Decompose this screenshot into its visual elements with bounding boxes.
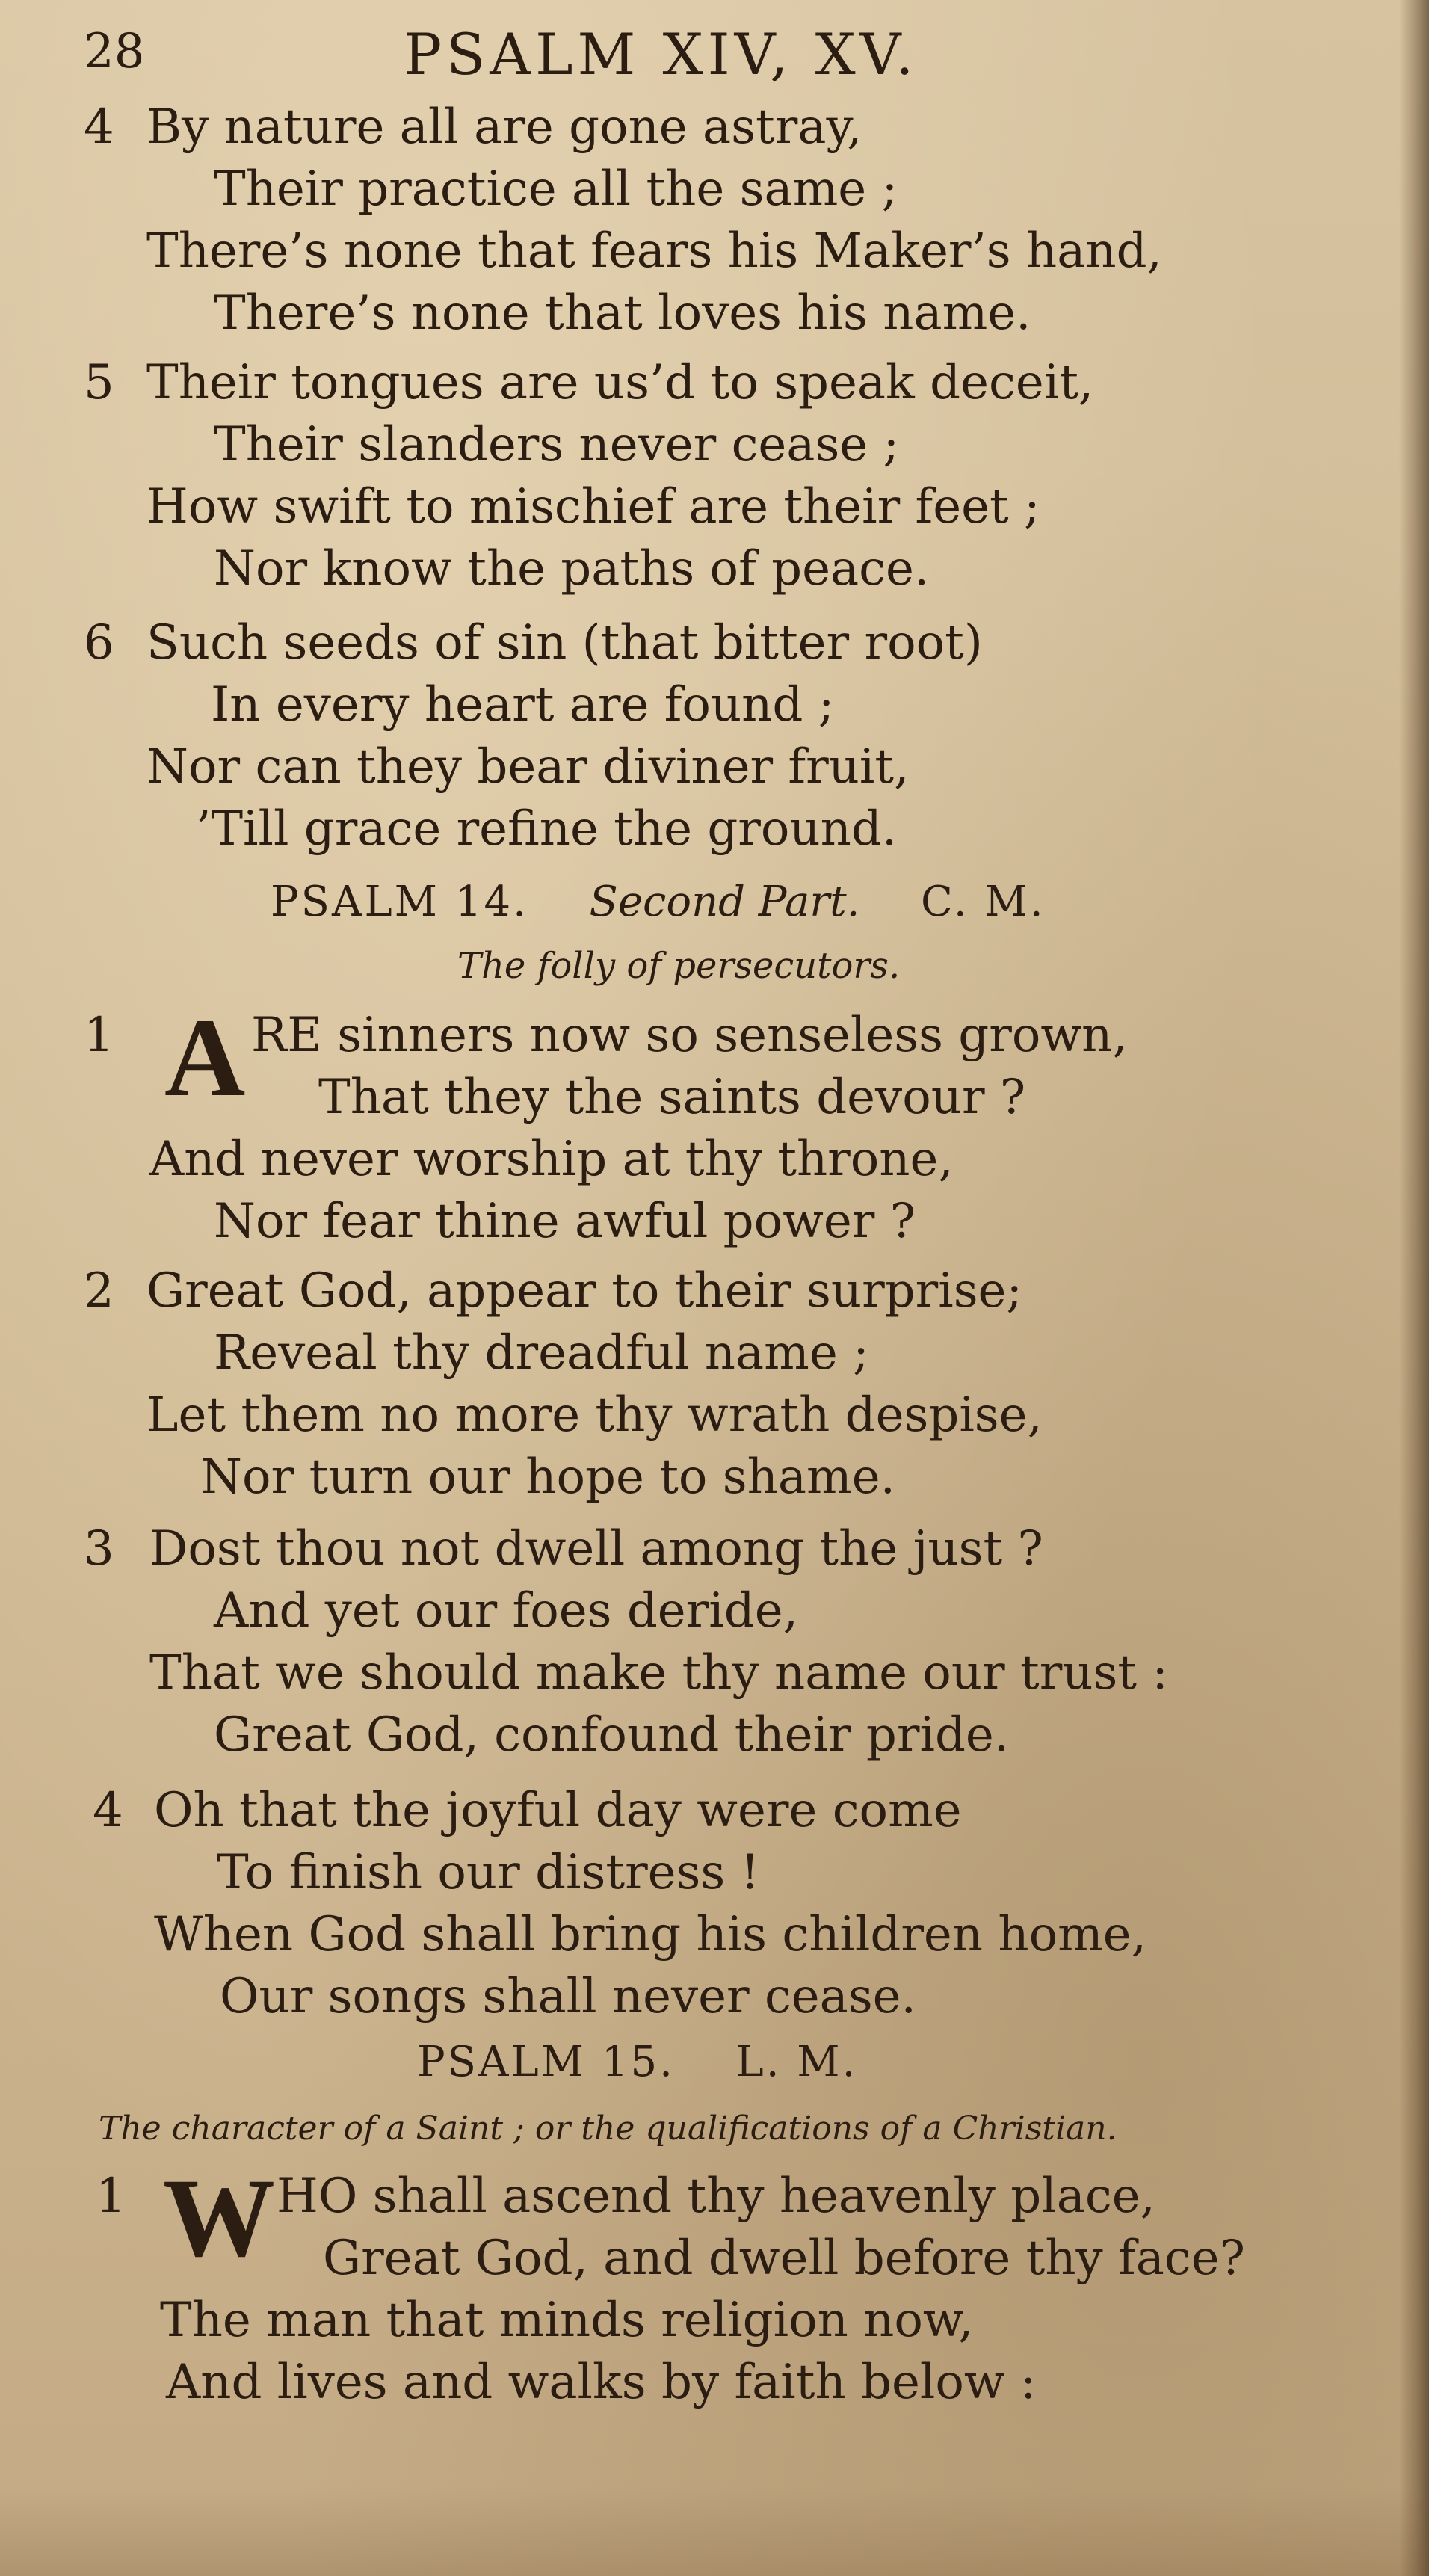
psalm-subtitle: The character of a Saint ; or the qualifications of a Christian. — [99, 2110, 1117, 2148]
running-title: PSALM XIV, XV. — [404, 21, 919, 87]
verse-number: 1 — [84, 1008, 114, 1063]
verse-line: And yet our foes deride, — [214, 1583, 798, 1639]
psalm-number: PSALM 15. — [417, 2038, 675, 2086]
verse-line: Nor turn our hope to shame. — [200, 1449, 895, 1505]
verse-line: The man that minds religion now, — [160, 2293, 974, 2348]
drop-capital: W — [163, 2156, 275, 2280]
verse-line: In every heart are found ; — [211, 677, 835, 733]
verse-number: 5 — [84, 355, 114, 410]
page-edge-shadow — [1399, 0, 1429, 2576]
verse-line: Oh that the joyful day were come — [154, 1783, 962, 1838]
verse-line: There’s none that fears his Maker’s hand, — [146, 224, 1162, 279]
metre-label: L. M. — [735, 2038, 858, 2086]
verse-line: Reveal thy dreadful name ; — [214, 1325, 869, 1381]
drop-capital: A — [164, 996, 246, 1120]
verse-line: And lives and walks by faith below : — [166, 2355, 1037, 2410]
verse-number: 4 — [93, 1783, 123, 1838]
verse-line: Nor fear thine awful power ? — [214, 1194, 916, 1249]
metre-label: C. M. — [921, 878, 1046, 926]
page-header — [0, 16, 1429, 87]
verse-line: To finish our distress ! — [217, 1845, 760, 1900]
verse-number: 2 — [84, 1263, 114, 1319]
verse-line: Nor can they bear diviner fruit, — [146, 739, 910, 795]
verse-line: And never worship at thy throne, — [149, 1132, 954, 1187]
part-label: Second Part. — [589, 878, 860, 926]
verse-line: Let them no more thy wrath despise, — [146, 1387, 1043, 1443]
psalm-heading — [271, 876, 1046, 928]
verse-line: Dost thou not dwell among the just ? — [149, 1521, 1043, 1577]
verse-number: 4 — [84, 99, 114, 155]
verse-line: That we should make thy name our trust : — [149, 1645, 1168, 1701]
verse-number: 1 — [96, 2169, 126, 2224]
verse-line: HO shall ascend thy heavenly place, — [277, 2169, 1155, 2224]
verse-line: Their tongues are us’d to speak deceit, — [146, 355, 1094, 410]
verse-line: Great God, appear to their surprise; — [146, 1263, 1022, 1319]
verse-line: Nor know the paths of peace. — [214, 541, 930, 597]
verse-line: ’Till grace refine the ground. — [196, 801, 898, 857]
verse-number: 6 — [84, 615, 114, 671]
psalm-subtitle: The folly of persecutors. — [457, 945, 901, 987]
verse-line: By nature all are gone astray, — [146, 99, 862, 155]
verse-line: RE sinners now so senseless grown, — [251, 1008, 1128, 1063]
verse-number: 3 — [84, 1521, 114, 1577]
verse-line: That they the saints devour ? — [318, 1070, 1026, 1125]
verse-line: Great God, confound their pride. — [214, 1707, 1010, 1763]
page-number: 28 — [84, 24, 145, 79]
verse-line: Our songs shall never cease. — [220, 1969, 916, 2024]
verse-line: When God shall bring his children home, — [154, 1907, 1146, 1962]
verse-line: Such seeds of sin (that bitter root) — [146, 615, 983, 671]
psalm-heading — [417, 2036, 857, 2089]
verse-line: How swift to mischief are their feet ; — [146, 479, 1040, 534]
verse-line: Great God, and dwell before thy face? — [323, 2231, 1245, 2286]
verse-line: There’s none that loves his name. — [214, 286, 1031, 341]
verse-line: Their slanders never cease ; — [214, 417, 900, 472]
verse-line: Their practice all the same ; — [214, 161, 898, 217]
paper-stain — [0, 2486, 1429, 2576]
psalm-number: PSALM 14. — [271, 878, 528, 926]
